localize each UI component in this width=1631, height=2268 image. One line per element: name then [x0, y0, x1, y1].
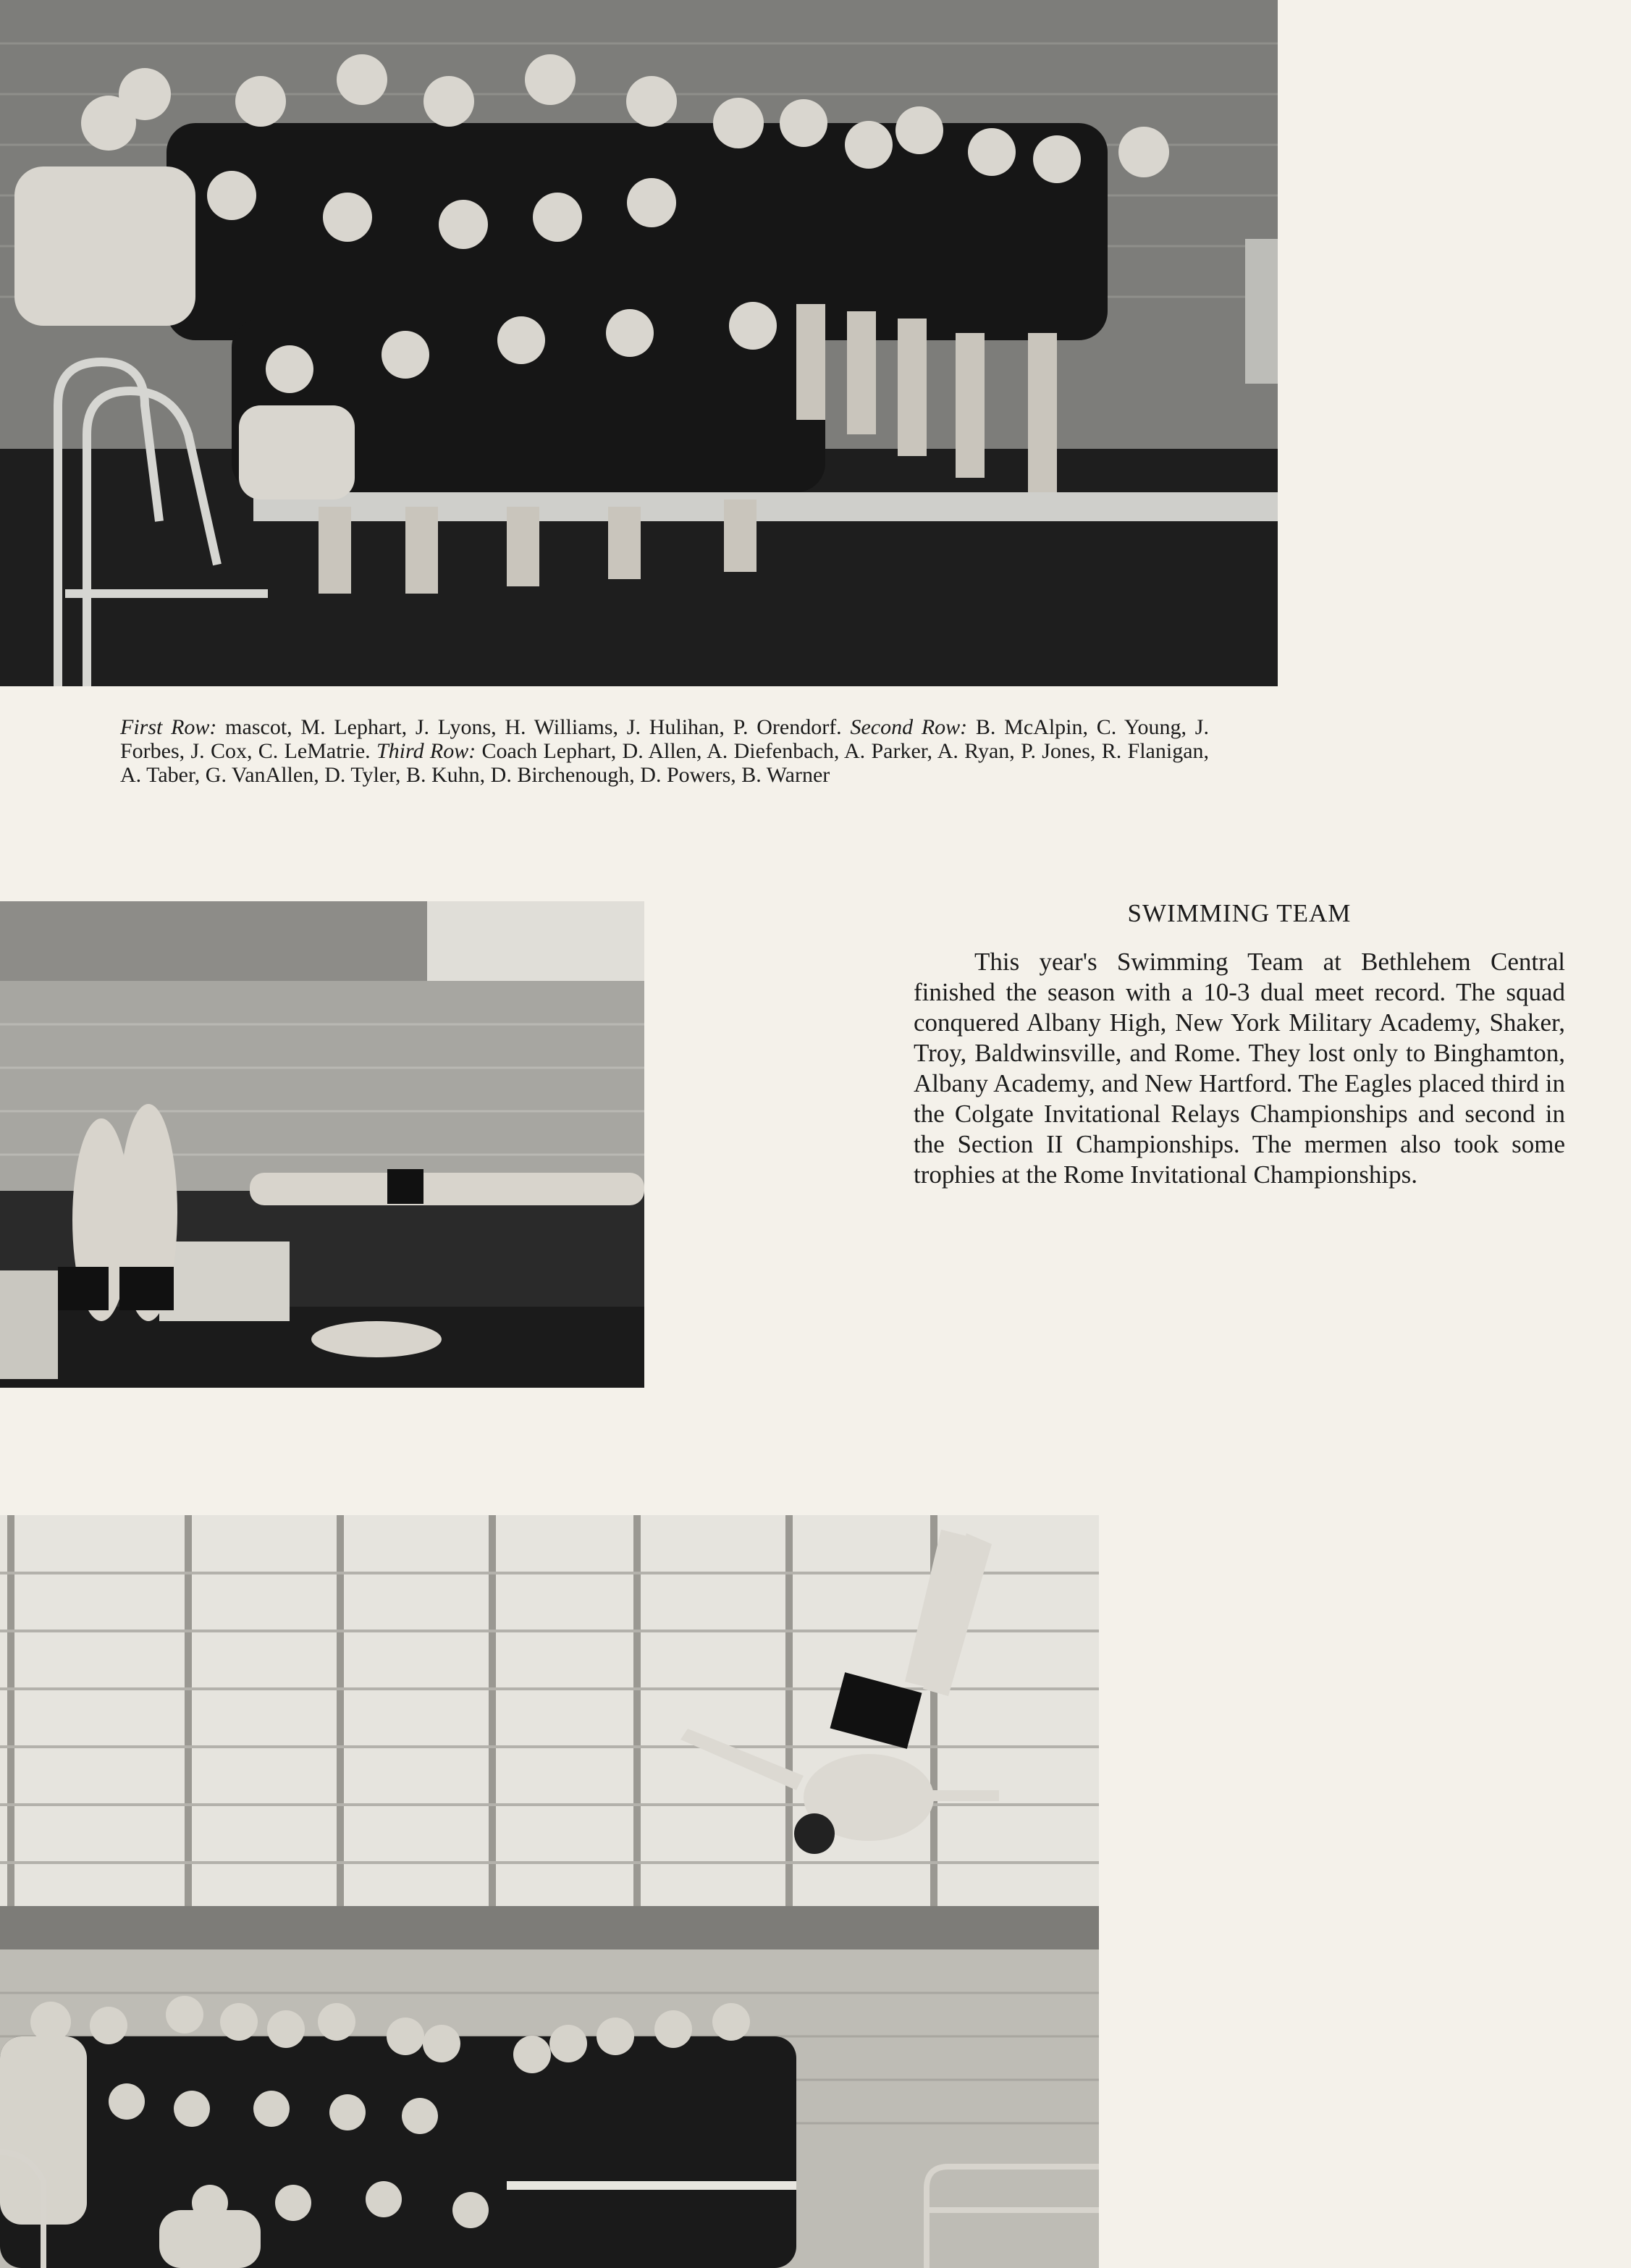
caption-row1-names: mascot, M. Lephart, J. Lyons, H. Williams, J. Hulihan, P. Orendorf.	[216, 715, 851, 739]
caption-row1-label: First Row:	[120, 715, 217, 739]
dive-start-photo	[0, 901, 644, 1388]
caption-row3-label: Third Row:	[376, 739, 476, 763]
caption-row2-label: Second Row:	[850, 715, 968, 739]
diver-graphic	[0, 1515, 1099, 2268]
article-paragraph: This year's Swimming Team at Bethlehem Central finished the season with a 10-3 dual meet record. The squad conquered Albany High, New York Military Academy, Shaker, Troy, Baldwinsville, and Rome. They lost only to Binghamton, Albany Academy, and New Hartford. The Eagles placed third in the Colgate Invitational Relays Championships and second in the Section II Championships. The mermen also took some trophies at the Rome Invitational Championships.	[914, 948, 1565, 1189]
team-group-photo	[0, 0, 1278, 686]
caption-row3-names: Coach Lephart, D. Allen, A. Diefenbach, A. Parker, A. Ryan, P. Jones, R. Flanigan, A. Taber, G. VanAllen, D. Tyler, B. Kuhn, D. Birchenough, D. Powers, B. Warner	[120, 739, 1210, 787]
diver-photo	[0, 1515, 1099, 2268]
caption-row2-names: B. McAlpin, C. Young, J. Forbes, J. Cox, C. LeMatrie.	[120, 715, 1209, 763]
team-photo-caption	[120, 715, 1209, 787]
article-title: SWIMMING TEAM	[1127, 899, 1352, 927]
article-body	[914, 947, 1565, 1190]
team-photo-graphic	[0, 0, 1278, 686]
dive-start-graphic	[0, 901, 644, 1388]
